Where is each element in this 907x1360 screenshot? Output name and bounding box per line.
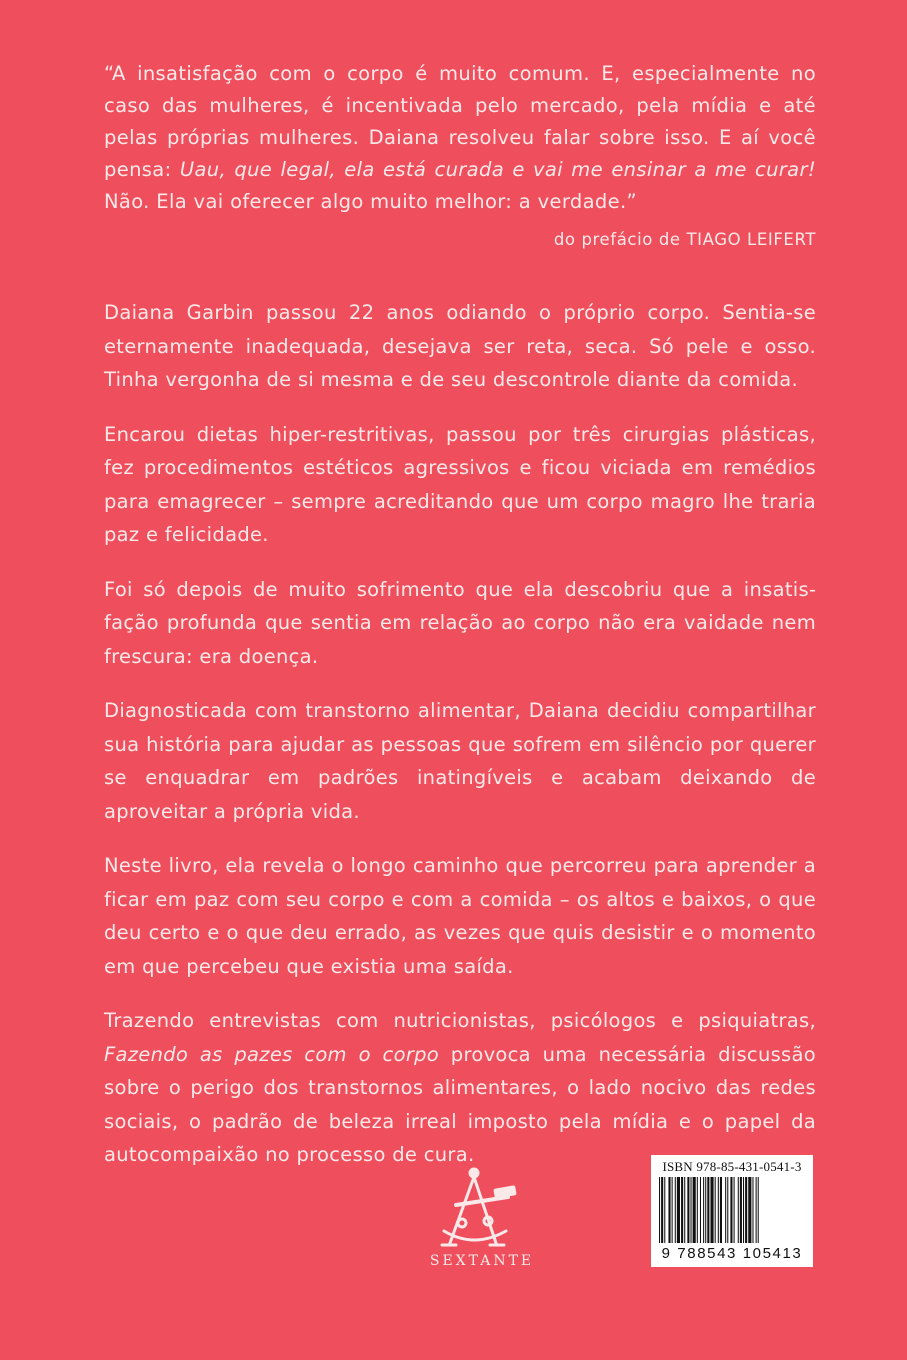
synopsis-paragraph-2: Encarou dietas hiper-restritivas, passou por três cirurgias plásticas, fez procedimentos estéticos agressivos e ficou viciada em remédios para emagrecer – sempre acreditando que um corpo magro lhe traria paz e felicidade. [104, 422, 816, 546]
barcode-bar [693, 1177, 696, 1243]
barcode-bar [727, 1177, 728, 1243]
barcode-bar [738, 1177, 739, 1243]
barcode-bar [675, 1177, 676, 1243]
barcode-bar [730, 1177, 732, 1243]
barcode-bar [697, 1177, 698, 1243]
barcode-bar [687, 1177, 689, 1243]
barcode-bar [710, 1177, 713, 1243]
barcode-bar [743, 1177, 744, 1243]
barcode-bar [668, 1177, 670, 1243]
barcode-bar [752, 1177, 753, 1243]
publisher-logo [412, 1165, 552, 1277]
barcode-bars [657, 1177, 807, 1245]
barcode-bar [725, 1177, 726, 1243]
synopsis-p6-part-1: Trazendo entrevistas com nutricionistas, psicólogos e psiquiatras, [104, 1009, 816, 1032]
isbn-barcode [651, 1155, 813, 1267]
synopsis-p6-part-2: provoca uma necessária discussão sobre o perigo dos transtornos alimentares, o lado nocivo das redes sociais, o padrão de beleza irreal imposto pela mídia e o papel da autocompaixão no processo de cura. [104, 1042, 817, 1166]
barcode-digits: 9 788543 105413 [661, 1245, 803, 1262]
synopsis-paragraph-4: Diagnosticada com transtorno alimentar, Daiana decidiu compartilhar sua história para ajudar as pessoas que sofrem em silêncio por querer se enquadrar em padrões inatingíveis e acabam deixando de aproveitar a própria vida. [104, 699, 816, 823]
quote-attribution: do prefácio de TIAGO LEIFERT [553, 230, 816, 249]
barcode-bar [661, 1177, 663, 1243]
barcode-bar [715, 1177, 716, 1243]
barcode-bar [659, 1177, 660, 1243]
synopsis-paragraph-6 [104, 1004, 816, 1172]
barcode-bar [748, 1177, 751, 1243]
barcode-bar [672, 1177, 673, 1243]
barcode-bar [703, 1177, 704, 1243]
book-title-italic: Fazendo as pazes com o corpo [104, 1042, 440, 1066]
quote-italic: Uau, que legal, ela está curada e vai me ensinar a me curar! [179, 158, 816, 181]
barcode-bar [664, 1177, 665, 1243]
barcode-bar [756, 1177, 757, 1243]
foreword-quote [104, 58, 816, 252]
synopsis-paragraph-1: Daiana Garbin passou 22 anos odiando o próprio corpo. Sentia-se eternamente inadequada, desejava ser reta, seca. Só pele e osso. Tinha vergonha de si mesma e de seu descontrole diante da comida. [104, 301, 816, 391]
barcode-bar [691, 1177, 692, 1243]
barcode-bar [705, 1177, 706, 1243]
quote-part-1: “A insatisfação com o corpo é muito comum. E, especialmente no caso das mulheres, é incentivada pelo mercado, pela mídia e até pelas próprias mulheres. Daiana resolveu falar sobre isso. E aí você pensa: [104, 62, 816, 181]
quote-text [104, 58, 816, 218]
barcode-bar [740, 1177, 742, 1243]
barcode-bar [718, 1177, 719, 1243]
barcode-bar [700, 1177, 701, 1243]
barcode-bar [707, 1177, 709, 1243]
synopsis-paragraph-5: Neste livro, ela revela o longo caminho que percorreu para aprender a ficar em paz com seu corpo e com a comida – os altos e baixos, o que deu certo e o que deu errado, as vezes que quis desistir e o momento em que percebeu que existia uma saída. [104, 854, 816, 978]
barcode-bar [677, 1177, 680, 1243]
barcode-bar [734, 1177, 735, 1243]
barcode-bar [681, 1177, 683, 1243]
barcode-bar [684, 1177, 685, 1243]
sextant-icon [434, 1165, 530, 1255]
barcode-bar [720, 1177, 722, 1243]
isbn-label: ISBN 978-85-431-0541-3 [662, 1159, 802, 1174]
publisher-name: SEXTANTE [429, 1253, 535, 1269]
synopsis-paragraph-3: Foi só depois de muito sofrimento que ela descobriu que a insatisfação profunda que sentia em relação ao corpo não era vaidade nem frescura: era doença. [104, 577, 816, 668]
barcode-bar [745, 1177, 747, 1243]
barcode-bar [758, 1177, 759, 1243]
quote-part-2: Não. Ela vai oferecer algo muito melhor: a verdade.” [104, 190, 637, 213]
synopsis [104, 296, 816, 1193]
